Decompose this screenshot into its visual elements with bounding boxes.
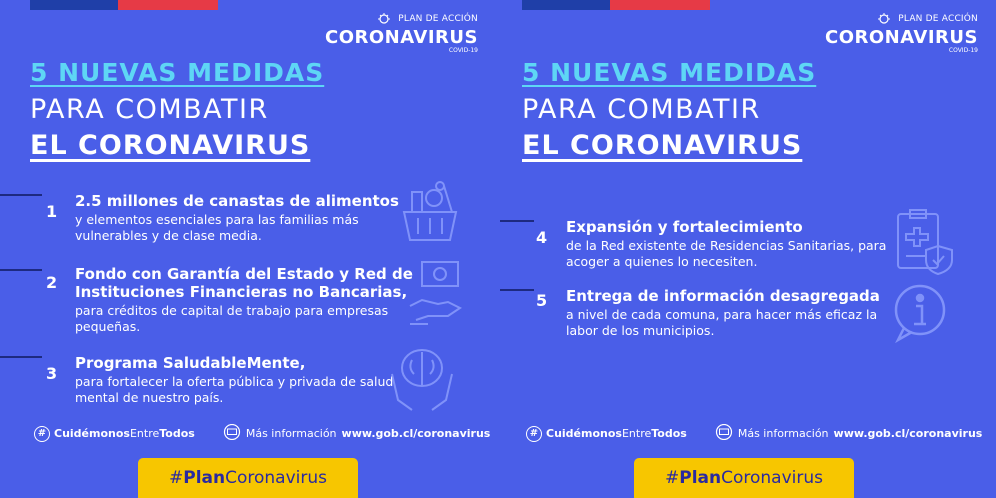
laptop-icon [223, 424, 241, 443]
money-hand-icon [408, 258, 464, 334]
flag-stripe [30, 0, 218, 10]
item-heading: Programa SaludableMente, [75, 354, 306, 372]
footer [34, 424, 490, 443]
infographic-panel-left [0, 0, 496, 498]
laptop-icon [715, 424, 733, 443]
brain-hands-icon [388, 344, 456, 418]
title-line-3: EL CORONAVIRUS [30, 130, 311, 161]
item-number: 1 [46, 202, 58, 221]
title-line-2: PARA COMBATIR [522, 94, 761, 125]
item-heading: Entrega de información desagregada [566, 287, 880, 305]
hashtag-icon: # [34, 426, 50, 442]
title-line-3: EL CORONAVIRUS [522, 130, 803, 161]
item-body: para créditos de capital de trabajo para empresas pequeñas. [75, 303, 389, 334]
brand-name: CORONAVIRUS [324, 27, 478, 48]
title-line-2: PARA COMBATIR [30, 94, 269, 125]
brand-sub: COVID-19 [948, 47, 978, 54]
item-heading: Expansión y fortalecimiento [566, 218, 803, 236]
website-link[interactable]: www.gob.cl/coronavirus [833, 427, 983, 440]
infographic-panel-right [500, 0, 996, 498]
website-link[interactable]: www.gob.cl/coronavirus [341, 427, 491, 440]
more-info-label: Más información [737, 427, 829, 440]
virus-icon [374, 12, 394, 27]
item-number: 4 [536, 228, 548, 247]
footer [526, 424, 982, 443]
item-number: 5 [536, 291, 548, 310]
brand-logo [825, 12, 978, 54]
cta-hash: # [168, 468, 184, 488]
info-bubble-icon [892, 282, 950, 348]
item-body: para fortalecer la oferta pública y privada de salud mental de nuestro país. [75, 374, 394, 405]
item-body: a nivel de cada comuna, para hacer más eficaz la labor de los municipios. [566, 307, 878, 338]
hashtag-icon: # [526, 426, 542, 442]
title-line-1: 5 NUEVAS MEDIDAS [30, 58, 325, 87]
brand-logo [325, 12, 478, 54]
brand-sub: COVID-19 [448, 47, 478, 54]
cta-bold: Plan [183, 468, 226, 488]
more-info-label: Más información [245, 427, 337, 440]
brand-plan-label: PLAN DE ACCIÓN [398, 14, 478, 24]
cta-hash: # [664, 468, 680, 488]
brand-name: CORONAVIRUS [824, 27, 978, 48]
hashtag-banner [138, 458, 358, 498]
item-body: y elementos esenciales para las familias más vulnerables y de clase media. [75, 212, 359, 243]
item-number: 3 [46, 364, 58, 383]
brand-plan-label: PLAN DE ACCIÓN [898, 14, 978, 24]
food-basket-icon [398, 178, 462, 252]
hashtag-banner [634, 458, 854, 498]
clipboard-shield-icon [892, 208, 958, 280]
cta-bold: Plan [679, 468, 722, 488]
cta-light: Coronavirus [225, 468, 327, 488]
flag-stripe [522, 0, 710, 10]
title-line-1: 5 NUEVAS MEDIDAS [522, 58, 817, 87]
item-number: 2 [46, 273, 58, 292]
cta-light: Coronavirus [721, 468, 823, 488]
item-heading: 2.5 millones de canastas de alimentos [75, 192, 399, 210]
hashtag-text: CuidémonosEntreTodos [546, 427, 687, 440]
hashtag-text: CuidémonosEntreTodos [54, 427, 195, 440]
virus-icon [874, 12, 894, 27]
item-heading: Fondo con Garantía del Estado y Red de Instituciones Financieras no Bancarias, [75, 265, 413, 301]
item-body: de la Red existente de Residencias Sanitarias, para acoger a quienes lo necesiten. [566, 238, 887, 269]
